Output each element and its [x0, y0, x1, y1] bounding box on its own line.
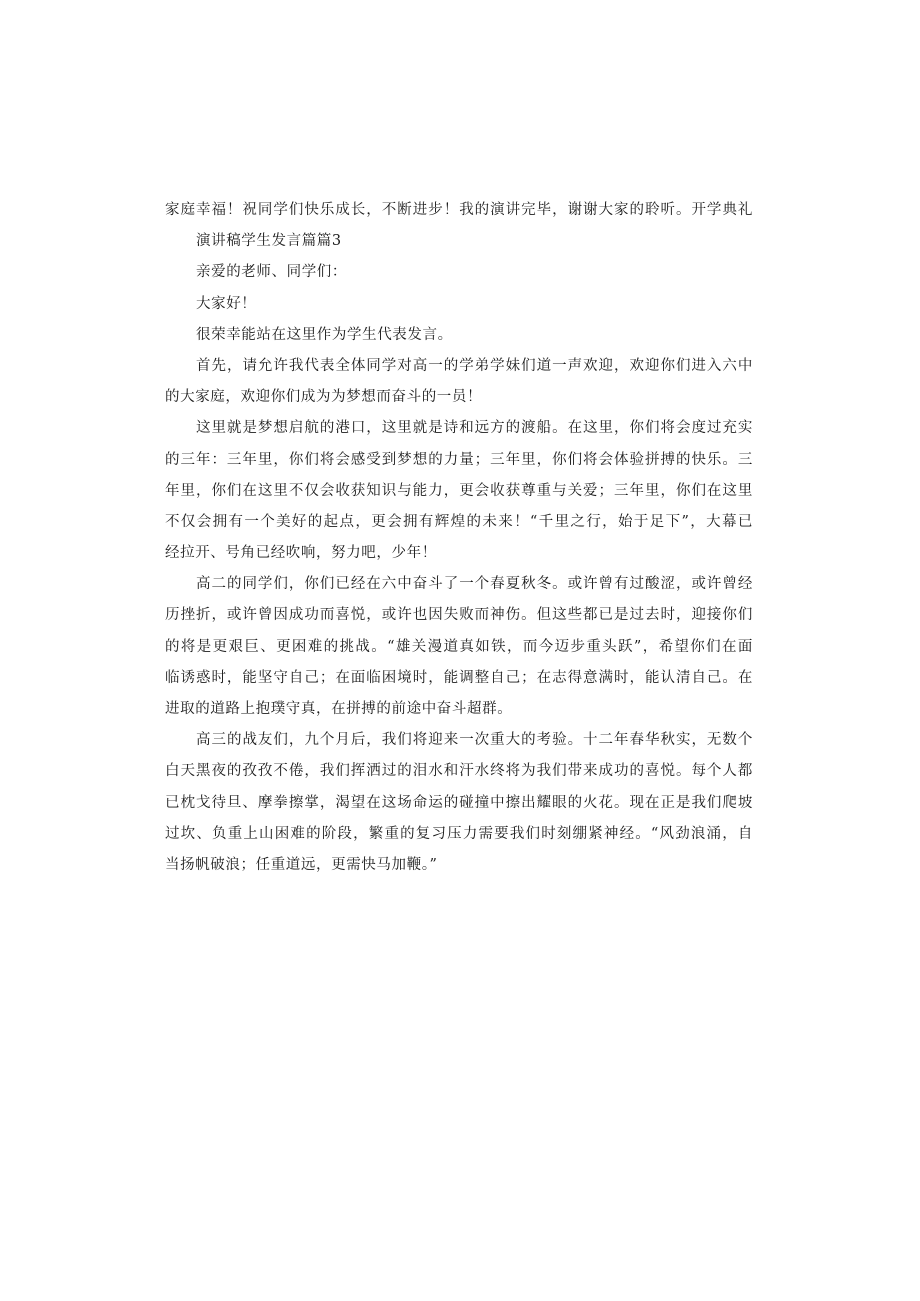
text-line: 进取的道路上抱璞守真，在拼搏的前途中奋斗超群。 — [165, 701, 513, 717]
text-line: 临诱惑时，能坚守自己；在面临困境时，能调整自己；在志得意满时，能认清自己。在 — [165, 669, 753, 686]
greeting: 大家好！ — [196, 295, 257, 312]
document-body — [165, 195, 753, 881]
text-line: 当扬帆破浪；任重道远，更需快马加鞭。” — [165, 856, 438, 873]
text-line: 这里就是梦想启航的港口，这里就是诗和远方的渡船。在这里，你们将会度过充实 — [196, 420, 753, 437]
text-line: 的将是更艰巨、更困难的挑战。“雄关漫道真如铁，而今迈步重头跃”，希望你们在面 — [165, 638, 753, 655]
text-line: 经拉开、号角已经吹响，努力吧，少年！ — [165, 545, 437, 562]
text-line: 很荣幸能站在这里作为学生代表发言。 — [196, 326, 453, 343]
text-line: 不仅会拥有一个美好的起点，更会拥有辉煌的未来！“千里之行，始于足下”，大幕已 — [165, 513, 753, 530]
text-line: 首先，请允许我代表全体同学对高一的学弟学妹们道一声欢迎，欢迎你们进入六中 — [196, 357, 753, 374]
text-line: 年里，你们在这里不仅会收获知识与能力，更会收获尊重与关爱；三年里，你们在这里 — [165, 482, 753, 499]
text-line: 的大家庭，欢迎你们成为为梦想而奋斗的一员！ — [165, 389, 483, 406]
text-line: 高二的同学们，你们已经在六中奋斗了一个春夏秋冬。或许曾有过酸涩，或许曾经 — [196, 576, 753, 593]
text-line: 高三的战友们，九个月后，我们将迎来一次重大的考验。十二年春华秋实，无数个 — [196, 732, 753, 749]
text-line: 演讲稿学生发言篇篇3 — [196, 233, 342, 250]
text-line: 白天黑夜的孜孜不倦，我们挥洒过的泪水和汗水终将为我们带来成功的喜悦。每个人都 — [165, 763, 753, 780]
text-line: 家庭幸福！祝同学们快乐成长，不断进步！我的演讲完毕，谢谢大家的聆听。开学典礼 — [165, 202, 753, 218]
text-line: 的三年：三年里，你们将会感受到梦想的力量；三年里，你们将会体验拼搏的快乐。三 — [165, 451, 753, 468]
text-line: 历挫折，或许曾因成功而喜悦，或许也因失败而神伤。但这些都已是过去时，迎接你们 — [165, 607, 753, 624]
text-line: 过坎、负重上山困难的阶段，繁重的复习压力需要我们时刻绷紧神经。“风劲浪涌，自 — [165, 825, 753, 842]
text-line: 已枕戈待旦、摩拳擦掌，渴望在这场命运的碰撞中擦出耀眼的火花。现在正是我们爬坡 — [165, 794, 753, 811]
salutation: 亲爱的老师、同学们： — [196, 264, 347, 281]
